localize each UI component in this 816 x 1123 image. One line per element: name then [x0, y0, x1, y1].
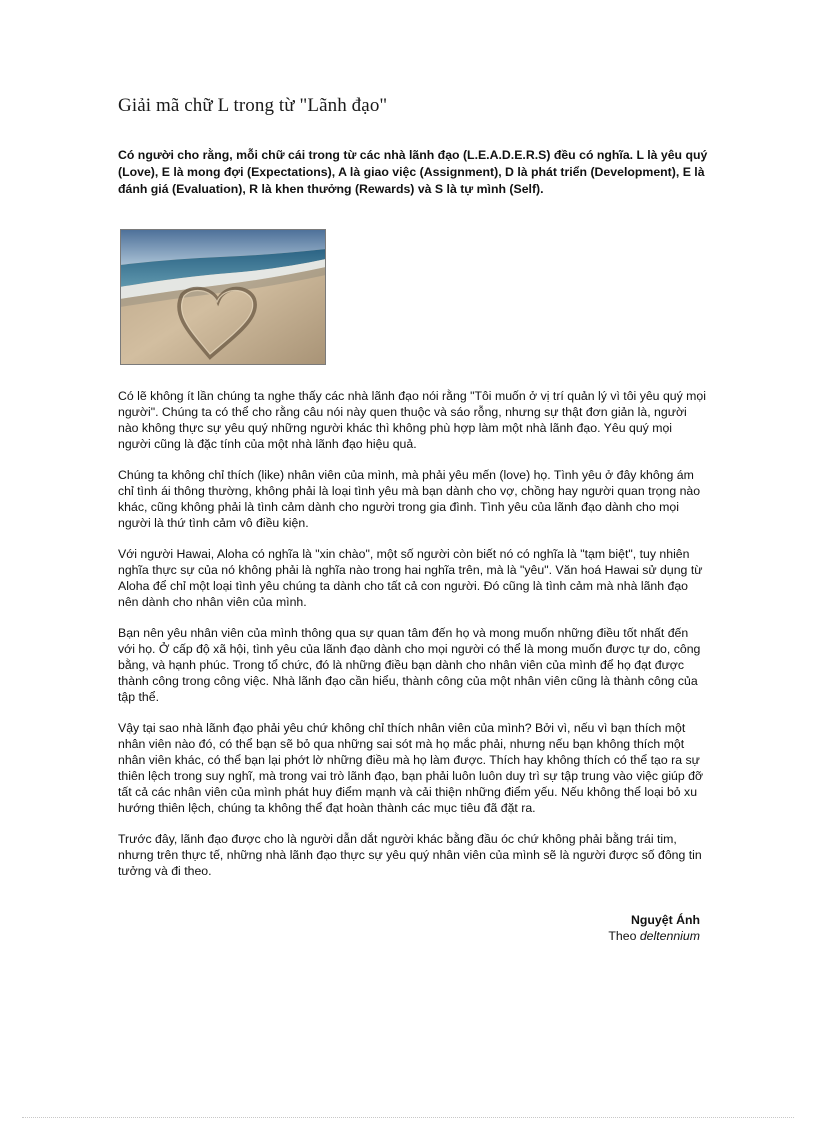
source-line — [608, 928, 700, 944]
article-paragraph: Trước đây, lãnh đạo được cho là người dẫn dắt người khác bằng đầu óc chứ không phải bằng trái tim, nhưng trên thực tế, những nhà lãnh đạo thực sự yêu quý nhân viên của mình sẽ là người được số đông tin tưởng và đi theo. — [118, 832, 702, 879]
article-title: Giải mã chữ L trong từ "Lãnh đạo" — [118, 95, 388, 116]
article-body — [118, 389, 708, 896]
article-paragraph: Với người Hawai, Aloha có nghĩa là "xin chào", một số người còn biết nó có nghĩa là "tạm biệt", tuy nhiên nghĩa thực sự của nó không phải là nghĩa nào trong hai nghĩa trên, mà là "yêu". Văn hoá Hawai sử dụng từ Aloha để chỉ một loại tình yêu chúng ta dành cho tất cả con người. Đó cũng là tình cảm mà nhà lãnh đạo nên dành cho nhân viên của mình. — [118, 547, 703, 609]
article-paragraph: Có lẽ không ít lần chúng ta nghe thấy các nhà lãnh đạo nói rằng "Tôi muốn ở vị trí quản lý vì tôi yêu quý mọi người". Chúng ta có thể cho rằng câu nói này quen thuộc và sáo rỗng, nhưng sự thật đơn giản là, người nào không thực sự yêu quý những người khác thì không phù hợp làm một nhà lãnh đạo. Yêu quý mọi người cũng là đặc tính của một nhà lãnh đạo hiệu quả. — [118, 389, 706, 451]
page-footer-rule — [22, 1117, 794, 1118]
author-name: Nguyệt Ánh — [631, 913, 700, 927]
article-paragraph: Vậy tại sao nhà lãnh đạo phải yêu chứ không chỉ thích nhân viên của mình? Bởi vì, nếu vì bạn thích một nhân viên nào đó, có thể bạn sẽ bỏ qua những sai sót mà họ mắc phải, nhưng nếu bạn không thích một nhân viên khác, có thể bạn lại phớt lờ những điều mà họ làm được. Thích hay không thích có thể tạo ra sự thiên lệch trong suy nghĩ, mà trong vai trò lãnh đạo, bạn phải luôn luôn duy trì sự tập trung vào việc giúp đỡ tất cả các nhân viên của mình phát huy điểm mạnh và cải thiện những điểm yếu. Nếu không thể loại bỏ xu hướng thiên lệch, chúng ta không thể đạt hoàn thành các mục tiêu đã đặt ra. — [118, 721, 704, 815]
beach-heart-photo — [120, 229, 326, 365]
article-intro: Có người cho rằng, mỗi chữ cái trong từ các nhà lãnh đạo (L.E.A.D.E.R.S) đều có nghĩa. L là yêu quý (Love), E là mong đợi (Expectations), A là giao việc (Assignment), D là phát triển (Development), E là đánh giá (Evaluation), R là khen thưởng (Rewards) và S là tự mình (Self). — [118, 148, 708, 196]
article-paragraph: Bạn nên yêu nhân viên của mình thông qua sự quan tâm đến họ và mong muốn những điều tốt nhất đến với họ. Ở cấp độ xã hội, tình yêu của lãnh đạo dành cho mọi người có thể là mong muốn được tự do, công bằng, và hạnh phúc. Trong tổ chức, đó là những điều bạn dành cho nhân viên của mình để họ đạt được thành công trong công việc. Nhà lãnh đạo cần hiểu, thành công của một nhân viên cũng là thành công của tập thể. — [118, 626, 701, 704]
source-name: deltennium — [639, 929, 700, 943]
source-prefix: Theo — [608, 929, 637, 943]
article-paragraph: Chúng ta không chỉ thích (like) nhân viên của mình, mà phải yêu mến (love) họ. Tình yêu ở đây không ám chỉ tình ái thông thường, không phải là loại tình yêu mà bạn dành cho vợ, chồng hay người quan trọng nào khác, cũng không phải là tình cảm dành cho người trong gia đình. Tình yêu của lãnh đạo dành cho mọi người là thứ tình cảm vô điều kiện. — [118, 468, 701, 530]
signature-block — [608, 912, 700, 944]
